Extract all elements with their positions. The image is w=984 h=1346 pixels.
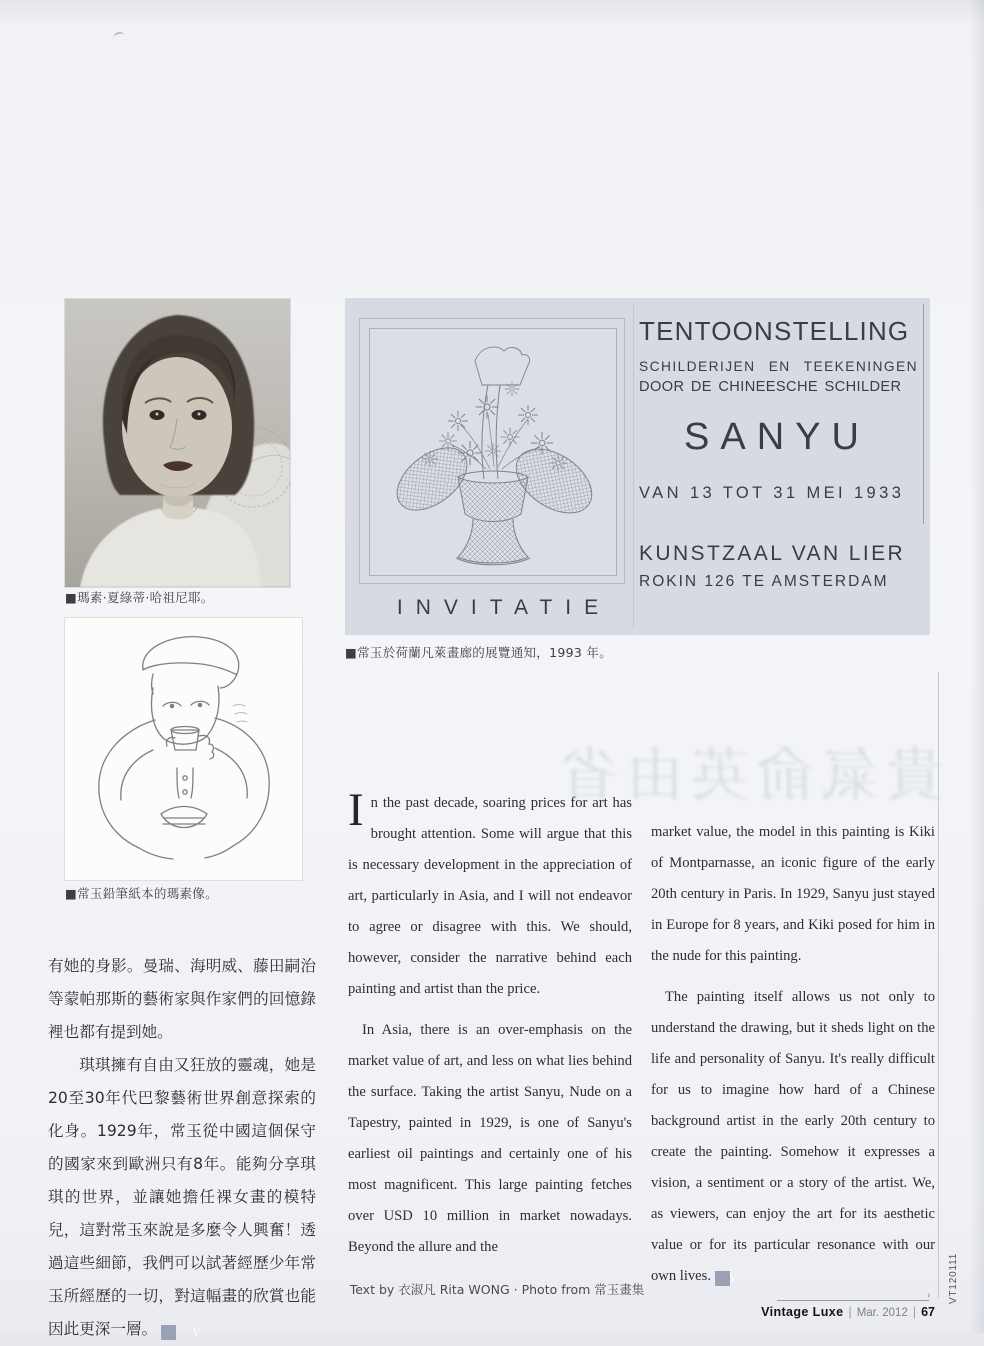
credit-line: Text by 衣淑凡 Rita WONG · Photo from 常玉畫集: [349, 1282, 645, 1297]
invitation-right-rule: [923, 304, 924, 524]
english-col1-paragraph-2: In Asia, there is an over-emphasis on the market value of art, and less on what lies behind the surface. Taking the artist Sanyu, Nude on a Tapestry, painted in 1929, is one of Sanyu's earliest oil paintings and certainly one of his most magnificent. This large painting fetches over USD 10 million in market nowadays. Beyond the allure and the: [348, 1022, 632, 1255]
chinese-paragraph-2: [48, 1049, 316, 1346]
invitation-artwork-panel: [359, 318, 625, 584]
issue-date: Mar. 2012: [856, 1307, 908, 1319]
side-reference-code: VT120111: [948, 1252, 959, 1304]
chinese-paragraph-1: 有她的身影。曼瑞、海明威、藤田嗣治等蒙帕那斯的藝術家與作家們的回憶錄裡也都有提到她。: [48, 957, 316, 1041]
chinese-article-column: [48, 950, 316, 1346]
english-col1-paragraph-1: [348, 784, 632, 1005]
invitation-address: ROKIN 126 TE AMSTERDAM: [639, 573, 889, 590]
end-of-article-mark: V: [715, 1271, 730, 1286]
english-col2-paragraph-2: [651, 982, 935, 1292]
portrait-illustration: [65, 299, 290, 587]
footer-rule: [777, 1300, 929, 1301]
magazine-name: Vintage Luxe: [761, 1305, 844, 1319]
invitation-title: TENTOONSTELLING: [639, 316, 910, 346]
english-col1-paragraph-1-text: n the past decade, soaring prices for art has brought attention. Some will argue that this is necessary development in the appreciation of art, particularly in Asia, and I will not endeavor to agree or disagree with this. We should, however, consider the narrative behind each painting and artist than the price.: [348, 795, 632, 997]
flower-basket-illustration: [369, 328, 617, 576]
end-of-article-mark: V: [161, 1325, 176, 1340]
sketch-photo: [65, 618, 302, 880]
footer-arrow-mark: ›: [927, 1290, 931, 1301]
invitation-label: INVITATIE: [396, 596, 612, 619]
invitation-text-block: [639, 310, 921, 591]
page-edge-line: [938, 672, 939, 1298]
portrait-caption: ■瑪素·夏綠蒂·哈祖尼耶。: [65, 590, 214, 605]
invitation-venue: KUNSTZAAL VAN LIER: [639, 542, 906, 565]
english-column-1: [348, 784, 632, 1263]
invitation-dates: VAN 13 TOT 31 MEI 1933: [639, 484, 905, 502]
fold-mark: [113, 31, 124, 41]
folio-separator-1: |: [848, 1305, 852, 1319]
invitation-fold-line: [633, 304, 634, 628]
invitation-subtitle-2: DOOR DE CHINEESCHE SCHILDER: [639, 379, 902, 395]
chinese-paragraph-2-text: 琪琪擁有自由又狂放的靈魂，她是20至30年代巴黎藝術世界創意探索的化身。1929年，常玉從中國這個保守的國家來到歐洲只有8年。能夠分享琪琪的世界，並讓她擔任裸女畫的模特兒，這對常玉來說是多麼令人興奮！透過這些細節，我們可以試著經歷少年常玉所經歷的一切，對這幅畫的欣賞也能因此更深一層。: [48, 1056, 316, 1338]
portrait-photo: [65, 299, 290, 587]
sketch-illustration: [65, 618, 302, 880]
page-number: 67: [921, 1305, 935, 1319]
bleedthrough-text: 貴氣俞英由省: [553, 741, 944, 809]
folio-line: [761, 1305, 935, 1319]
invitation-artist-name: SANYU: [684, 416, 870, 458]
scan-edge-shadow: [970, 0, 984, 1333]
invitation-card: [345, 298, 930, 635]
invitation-subtitle-1: SCHILDERIJEN EN TEEKENINGEN: [639, 359, 918, 374]
english-col2-paragraph-1: market value, the model in this painting is Kiki of Montparnasse, an iconic figure of the early 20th century in Paris. In 1929, Sanyu just stayed in Europe for 8 years, and Kiki posed for him in the nude for this painting.: [651, 824, 935, 964]
sketch-caption: ■常玉鉛筆紙本的瑪素像。: [65, 886, 218, 901]
invitation-caption: ■常玉於荷蘭凡萊畫廊的展覽通知，1993 年。: [345, 645, 612, 660]
english-col2-paragraph-2-text: The painting itself allows us not only to understand the drawing, but it sheds light on the life and personality of Sanyu. It's really difficult for us to imagine how hard of a Chinese background artist in the early 20th century to create the painting. Somehow it expresses a vision, a sentiment or a story of the artist. We, as viewers, can enjoy the art for its aesthetic value or for its particular resonance with our own lives.: [651, 989, 935, 1284]
drop-cap: I: [348, 784, 364, 836]
english-column-2: [651, 817, 935, 1292]
folio-separator-2: |: [912, 1305, 917, 1319]
